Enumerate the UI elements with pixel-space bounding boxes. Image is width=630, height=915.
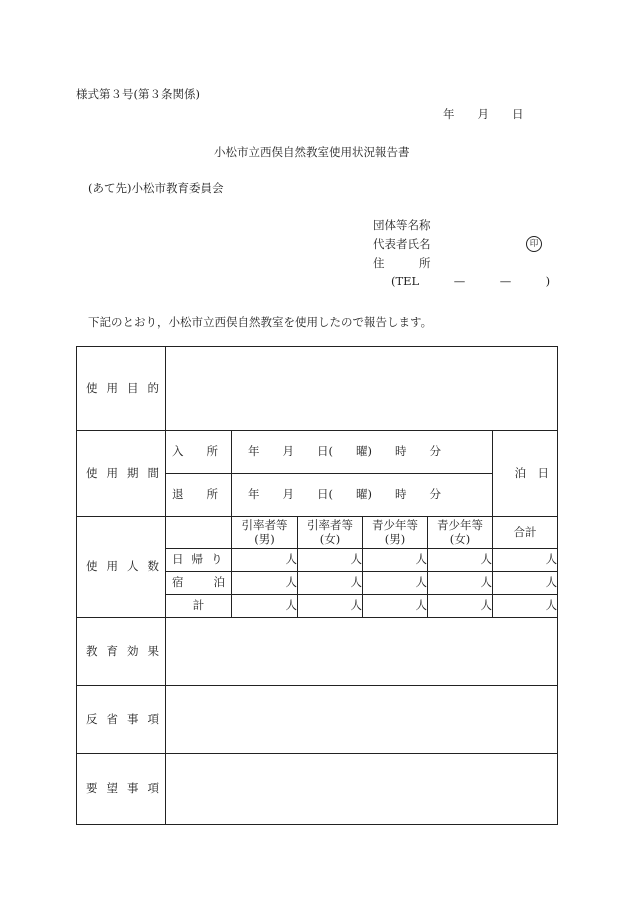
effect-label: 教育効果 [77, 618, 166, 686]
row-label-total: 計 [166, 595, 232, 618]
table-cell[interactable]: 人 [232, 549, 298, 572]
form-number: 様式第３号(第３条関係) [76, 87, 200, 101]
col-header: 合計 [493, 517, 558, 549]
addressee: (あて先)小松市教育委員会 [88, 181, 224, 195]
table-cell[interactable]: 人 [493, 572, 558, 595]
people-header-blank [166, 517, 232, 549]
intro-text: 下記のとおり，小松市立西俣自然教室を使用したので報告します。 [88, 315, 433, 329]
checkout-datetime[interactable]: 年 月 日( 曜) 時 分 [232, 474, 493, 517]
checkout-label: 退 所 [166, 474, 232, 517]
table-cell[interactable]: 人 [298, 572, 363, 595]
col-header: 引率者等 (男) [232, 517, 298, 549]
representative-label: 代表者氏名 [373, 237, 431, 251]
tel-line: (TEL — — ) [391, 274, 551, 288]
people-label: 使用人数 [77, 517, 166, 618]
col-header: 青少年等 (女) [428, 517, 493, 549]
table-cell[interactable]: 人 [493, 549, 558, 572]
reflection-field[interactable] [166, 686, 558, 754]
request-field[interactable] [166, 754, 558, 825]
table-cell[interactable]: 人 [428, 549, 493, 572]
table-cell[interactable]: 人 [232, 572, 298, 595]
page-title: 小松市立西俣自然教室使用状況報告書 [214, 145, 410, 159]
row-label-overnight: 宿泊 [166, 572, 232, 595]
address-label: 住 所 [373, 256, 431, 270]
report-table [76, 346, 558, 825]
reflection-label: 反省事項 [77, 686, 166, 754]
effect-field[interactable] [166, 618, 558, 686]
table-cell[interactable]: 人 [493, 595, 558, 618]
org-name-label: 団体等名称 [373, 218, 431, 232]
table-cell[interactable]: 人 [298, 549, 363, 572]
table-cell[interactable]: 人 [363, 595, 428, 618]
purpose-field[interactable] [166, 347, 558, 431]
row-label-dayuse: 日帰り [166, 549, 232, 572]
request-label: 要望事項 [77, 754, 166, 825]
purpose-label: 使用目的 [77, 347, 166, 431]
table-cell[interactable]: 人 [363, 572, 428, 595]
table-cell[interactable]: 人 [232, 595, 298, 618]
table-cell[interactable]: 人 [428, 595, 493, 618]
table-cell[interactable]: 人 [298, 595, 363, 618]
seal-mark-icon: 印 [526, 235, 542, 252]
table-cell[interactable]: 人 [363, 549, 428, 572]
date-line: 年 月 日 [443, 107, 524, 121]
col-header: 青少年等 (男) [363, 517, 428, 549]
col-header: 引率者等 (女) [298, 517, 363, 549]
period-label: 使用期間 [77, 431, 166, 517]
checkin-label: 入 所 [166, 431, 232, 474]
nights-field[interactable]: 泊 日 [493, 431, 558, 517]
checkin-datetime[interactable]: 年 月 日( 曜) 時 分 [232, 431, 493, 474]
table-cell[interactable]: 人 [428, 572, 493, 595]
